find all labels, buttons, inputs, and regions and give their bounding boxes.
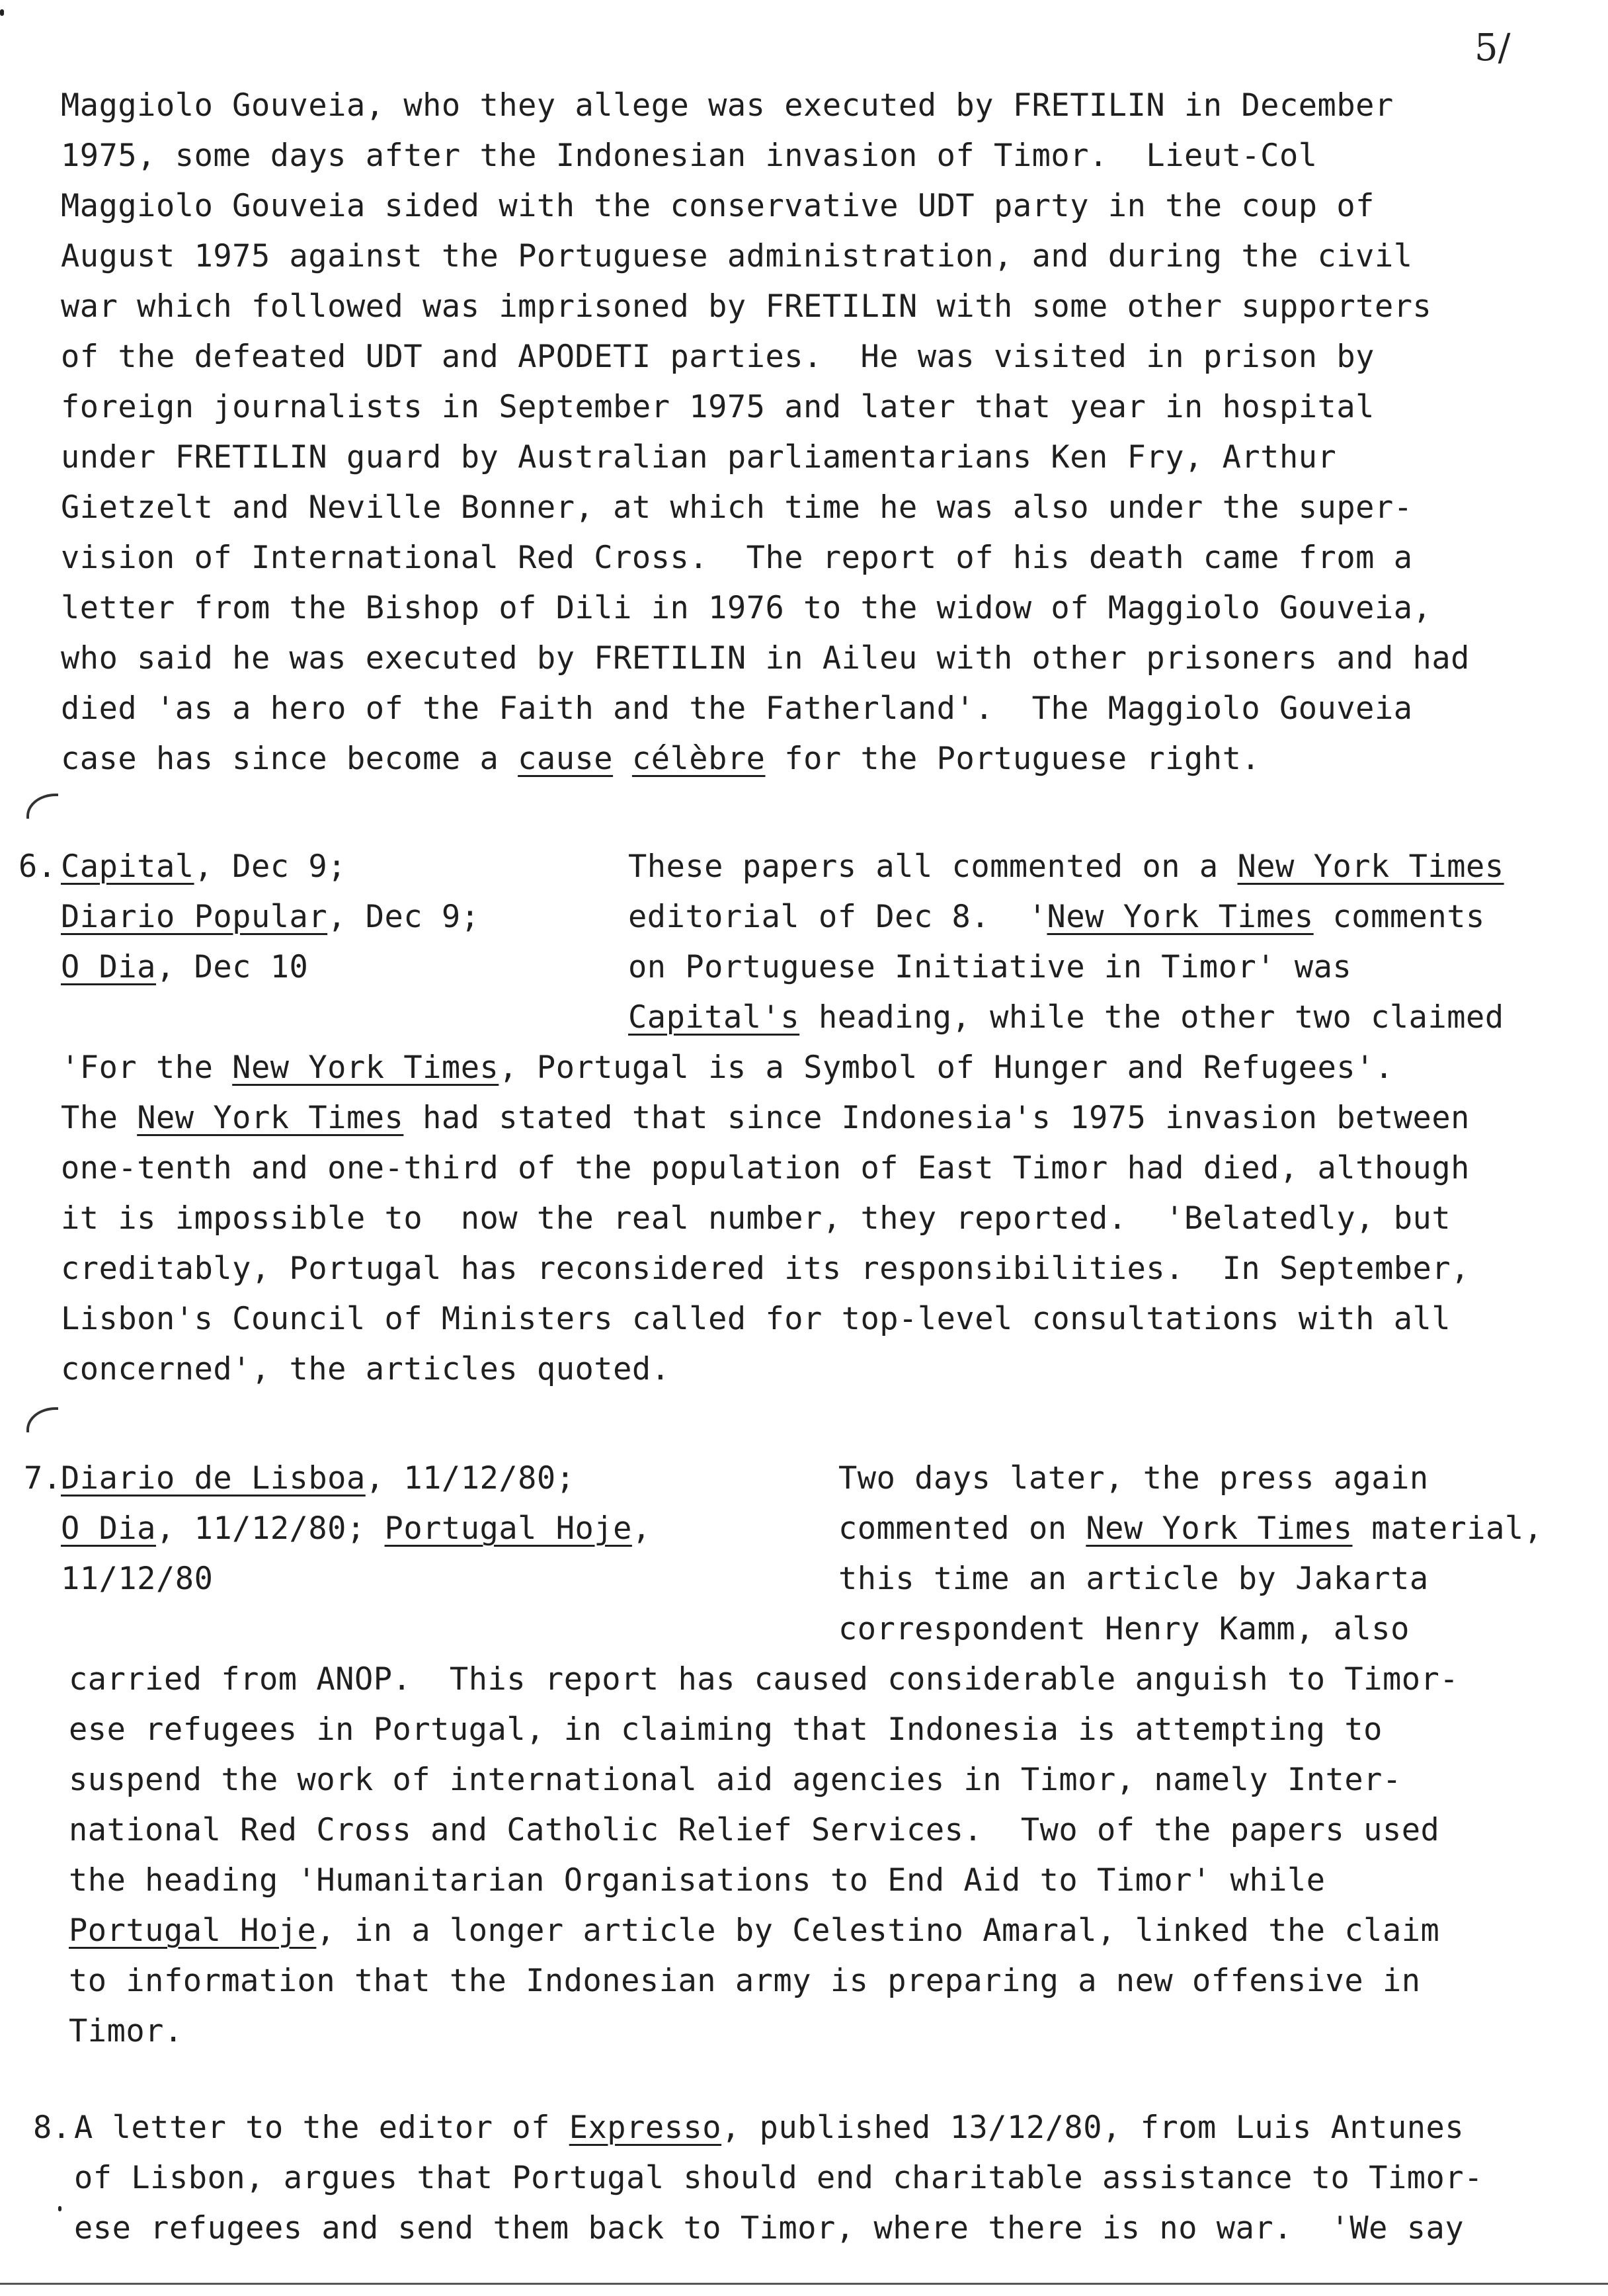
column-line: on Portuguese Initiative in Timor' was bbox=[628, 949, 1352, 985]
column-line bbox=[628, 899, 1485, 935]
source-line: 11/12/80 bbox=[61, 1561, 214, 1597]
text-segment: , Dec 9; bbox=[194, 848, 346, 885]
intro-line: 1975, some days after the Indonesian invasion of Timor. Lieut-Col bbox=[61, 138, 1318, 174]
text-segment: , bbox=[631, 1510, 651, 1547]
text-segment: comments bbox=[1313, 899, 1485, 935]
body-line: the heading 'Humanitarian Organisations to End Aid to Timor' while bbox=[69, 1862, 1326, 1899]
underlined-phrase: New York Times bbox=[1237, 848, 1504, 885]
text-segment: , Dec 10 bbox=[155, 949, 309, 985]
newspaper-name: Portugal Hoje bbox=[69, 1912, 317, 1949]
column-line bbox=[628, 848, 1504, 885]
body-line: concerned', the articles quoted. bbox=[61, 1351, 670, 1387]
text-segment: A letter to the editor of bbox=[74, 2110, 569, 2146]
body-line bbox=[74, 2110, 1465, 2146]
body-line bbox=[61, 1049, 1394, 1086]
column-line bbox=[628, 999, 1504, 1036]
newspaper-name: O Dia bbox=[61, 1510, 156, 1547]
text-segment: heading, while the other two claimed bbox=[799, 999, 1504, 1036]
intro-line: August 1975 against the Portuguese administration, and during the civil bbox=[61, 238, 1413, 274]
intro-line-last bbox=[61, 741, 1261, 777]
intro-line: Maggiolo Gouveia, who they allege was executed by FRETILIN in December bbox=[61, 87, 1394, 124]
text-segment: , Dec 9; bbox=[327, 899, 480, 935]
underlined-phrase: célèbre bbox=[631, 741, 766, 777]
intro-line: Gietzelt and Neville Bonner, at which time he was also under the super- bbox=[61, 489, 1413, 526]
source-line bbox=[61, 899, 480, 935]
source-line bbox=[61, 1510, 651, 1547]
text-segment: , 11/12/80; bbox=[365, 1460, 575, 1496]
body-line bbox=[61, 1100, 1470, 1136]
intro-line: vision of International Red Cross. The report of his death came from a bbox=[61, 540, 1413, 576]
text-segment: , published 13/12/80, from Luis Antunes bbox=[721, 2110, 1465, 2146]
page-edge-rule bbox=[0, 2283, 1608, 2285]
body-line: Lisbon's Council of Ministers called for top-level consultations with all bbox=[61, 1301, 1451, 1337]
item-number: 7. bbox=[24, 1460, 62, 1496]
intro-line: died 'as a hero of the Faith and the Fatherland'. The Maggiolo Gouveia bbox=[61, 690, 1413, 727]
underlined-phrase: New York Times bbox=[232, 1049, 499, 1086]
body-line bbox=[69, 1912, 1440, 1949]
text-segment: , Portugal is a Symbol of Hunger and Refugees'. bbox=[499, 1049, 1394, 1086]
text-segment: editorial of Dec 8. ' bbox=[628, 899, 1047, 935]
column-line: correspondent Henry Kamm, also bbox=[838, 1611, 1410, 1647]
text-segment: The bbox=[61, 1100, 138, 1136]
body-line: it is impossible to now the real number, they reported. 'Belatedly, but bbox=[61, 1200, 1451, 1237]
source-line bbox=[61, 949, 309, 985]
body-line: ese refugees and send them back to Timor, where there is no war. 'We say bbox=[74, 2210, 1465, 2246]
underlined-phrase: cause bbox=[518, 741, 614, 777]
text-segment: , in a longer article by Celestino Amaral, linked the claim bbox=[316, 1912, 1440, 1949]
text-segment: , 11/12/80; bbox=[155, 1510, 385, 1547]
item-number: 8. bbox=[33, 2110, 71, 2146]
intro-line: letter from the Bishop of Dili in 1976 to the widow of Maggiolo Gouveia, bbox=[61, 590, 1432, 626]
column-line: this time an article by Jakarta bbox=[838, 1561, 1429, 1597]
newspaper-name: Diario Popular bbox=[61, 899, 328, 935]
margin-mark bbox=[26, 794, 58, 819]
body-line: one-tenth and one-third of the population of East Timor had died, although bbox=[61, 1150, 1470, 1186]
newspaper-name: O Dia bbox=[61, 949, 156, 985]
text-segment: commented on bbox=[838, 1510, 1086, 1547]
column-line bbox=[838, 1510, 1543, 1547]
body-line: carried from ANOP. This report has caused considerable anguish to Timor- bbox=[69, 1661, 1459, 1698]
body-line: ese refugees in Portugal, in claiming that Indonesia is attempting to bbox=[69, 1711, 1383, 1748]
text-segment: material, bbox=[1352, 1510, 1543, 1547]
intro-line: war which followed was imprisoned by FRETILIN with some other supporters bbox=[61, 288, 1432, 325]
newspaper-name: Portugal Hoje bbox=[384, 1510, 632, 1547]
underlined-phrase: New York Times bbox=[1086, 1510, 1353, 1547]
text-segment: had stated that since Indonesia's 1975 invasion between bbox=[403, 1100, 1470, 1136]
text-segment: for the Portuguese right. bbox=[765, 741, 1261, 777]
newspaper-name: Diario de Lisboa bbox=[61, 1460, 366, 1496]
source-line bbox=[61, 1460, 575, 1496]
body-line: suspend the work of international aid agencies in Timor, namely Inter- bbox=[69, 1762, 1402, 1798]
body-line: Timor. bbox=[69, 2013, 183, 2049]
body-line: of Lisbon, argues that Portugal should end charitable assistance to Timor- bbox=[74, 2160, 1483, 2196]
underlined-phrase: New York Times bbox=[1047, 899, 1314, 935]
intro-line: who said he was executed by FRETILIN in Aileu with other prisoners and had bbox=[61, 640, 1470, 676]
column-line: Two days later, the press again bbox=[838, 1460, 1429, 1496]
intro-line: under FRETILIN guard by Australian parliamentarians Ken Fry, Arthur bbox=[61, 439, 1337, 475]
intro-line: of the defeated UDT and APODETI parties. He was visited in prison by bbox=[61, 339, 1375, 375]
scan-speck bbox=[58, 2206, 61, 2211]
text-segment: These papers all commented on a bbox=[628, 848, 1238, 885]
page-number: 5/ bbox=[1474, 26, 1511, 69]
body-line: creditably, Portugal has reconsidered its responsibilities. In September, bbox=[61, 1250, 1470, 1287]
newspaper-name: Capital bbox=[61, 848, 194, 885]
intro-line: Maggiolo Gouveia sided with the conservative UDT party in the coup of bbox=[61, 188, 1375, 224]
scan-speck bbox=[0, 9, 4, 16]
body-line: national Red Cross and Catholic Relief Services. Two of the papers used bbox=[69, 1812, 1440, 1848]
text-segment: 'For the bbox=[61, 1049, 233, 1086]
item-number: 6. bbox=[19, 848, 57, 885]
margin-mark bbox=[26, 1407, 58, 1432]
body-line: to information that the Indonesian army is preparing a new offensive in bbox=[69, 1963, 1421, 1999]
underlined-phrase: New York Times bbox=[137, 1100, 404, 1136]
source-line bbox=[61, 848, 346, 885]
newspaper-name: Expresso bbox=[569, 2110, 722, 2146]
text-segment: case has since become a bbox=[61, 741, 518, 777]
text-segment bbox=[613, 741, 632, 777]
intro-line: foreign journalists in September 1975 and later that year in hospital bbox=[61, 389, 1375, 425]
underlined-phrase: Capital's bbox=[628, 999, 800, 1036]
